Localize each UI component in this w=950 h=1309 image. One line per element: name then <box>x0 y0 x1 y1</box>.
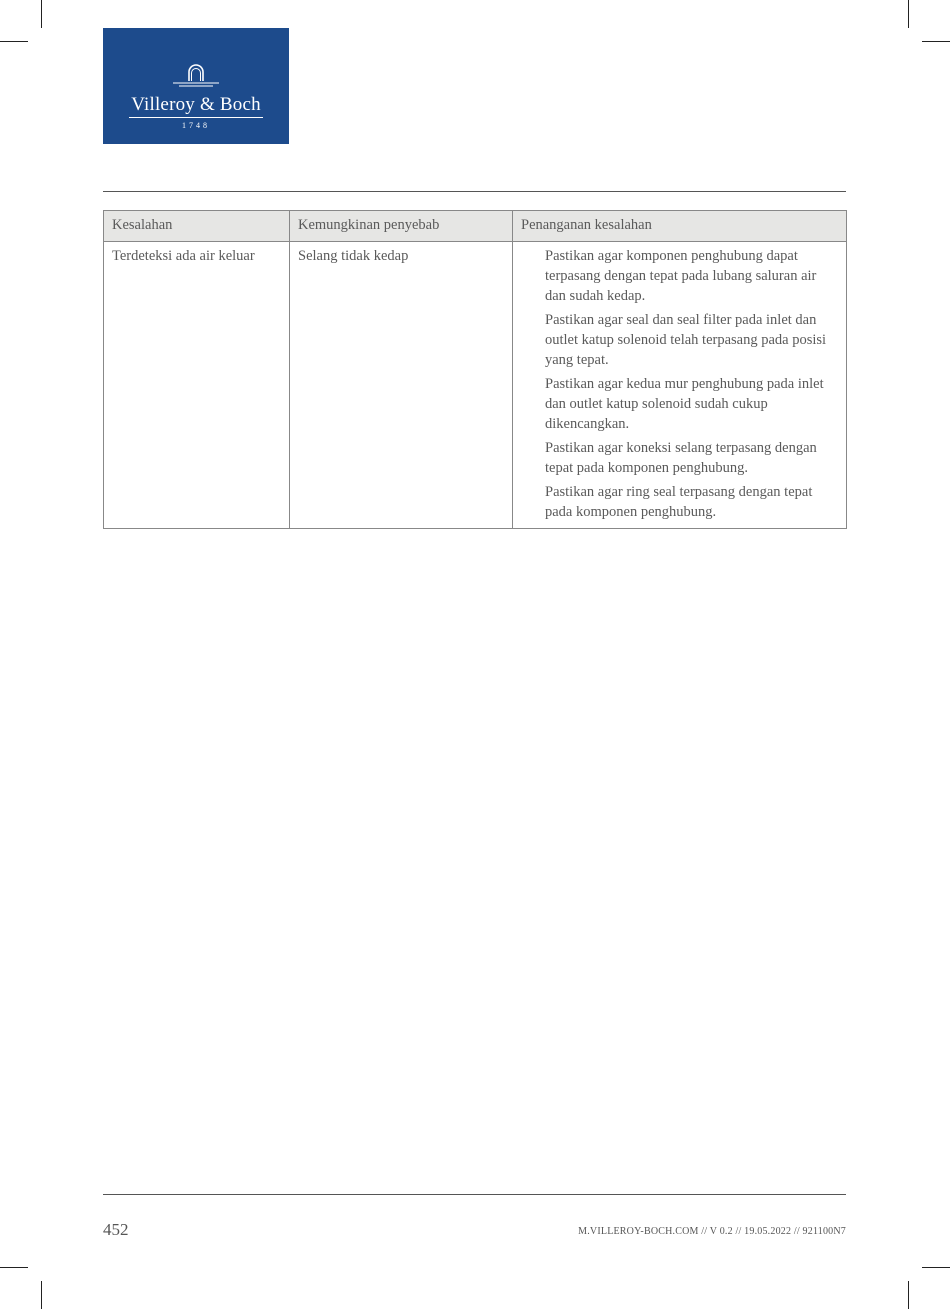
crop-mark <box>922 41 950 42</box>
header-cause: Kemungkinan penyebab <box>290 211 513 242</box>
remedy-item: Pastikan agar koneksi selang terpasang dengan tepat pada komponen penghubung. <box>545 440 817 476</box>
remedy-list <box>521 246 838 522</box>
crop-mark <box>41 0 42 28</box>
remedy-item: Pastikan agar seal dan seal filter pada inlet dan outlet katup solenoid telah terpasang pada posisi yang tepat. <box>545 312 827 368</box>
crop-mark <box>908 0 909 28</box>
crop-mark <box>0 1267 28 1268</box>
remedy-cell <box>513 242 847 529</box>
bottom-divider <box>103 1194 846 1195</box>
header-fault: Kesalahan <box>104 211 290 242</box>
brand-year: 1748 <box>182 121 210 130</box>
remedy-item: Pastikan agar ring seal terpasang dengan tepat pada komponen penghubung. <box>545 484 813 520</box>
brand-underline <box>129 117 263 118</box>
crop-mark <box>0 41 28 42</box>
document-reference: M.VILLEROY-BOCH.COM // V 0.2 // 19.05.2022 // 921100N7 <box>578 1226 846 1237</box>
remedy-item: Pastikan agar komponen penghubung dapat terpasang dengan tepat pada lubang saluran air dan sudah kedap. <box>545 248 817 304</box>
troubleshooting-table <box>103 210 847 529</box>
top-divider <box>103 191 846 192</box>
arch-icon <box>103 28 289 88</box>
brand-logo <box>103 28 289 144</box>
cause-cell: Selang tidak kedap <box>290 242 513 529</box>
header-remedy: Penanganan kesalahan <box>513 211 847 242</box>
table-header-row <box>104 211 847 242</box>
table-row <box>104 242 847 529</box>
crop-mark <box>922 1267 950 1268</box>
crop-mark <box>41 1281 42 1309</box>
remedy-item: Pastikan agar kedua mur penghubung pada inlet dan outlet katup solenoid sudah cukup dikencangkan. <box>545 376 824 432</box>
brand-name: Villeroy & Boch <box>131 94 261 115</box>
crop-mark <box>908 1281 909 1309</box>
fault-cell: Terdeteksi ada air keluar <box>104 242 290 529</box>
page-number: 452 <box>103 1220 129 1239</box>
